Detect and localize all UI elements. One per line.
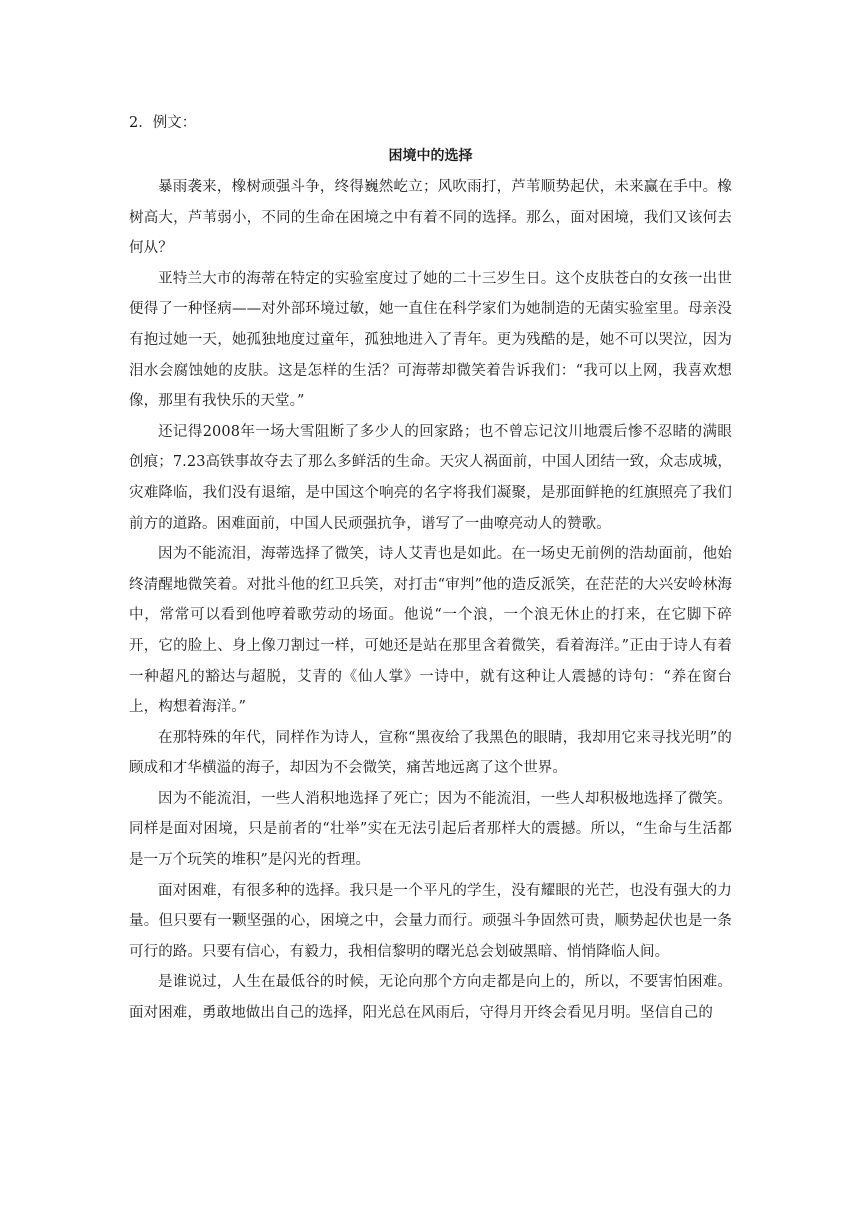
paragraph-1: 暴雨袭来，橡树顽强斗争，终得巍然屹立；风吹雨打，芦苇顺势起伏，未来赢在手中。橡树高大，芦苇弱小，不同的生命在困境之中有着不同的选择。那么，面对困境，我们又该何去何从？ (129, 179, 732, 257)
paragraph-5: 在那特殊的年代，同样作为诗人，宣称“黑夜给了我黑色的眼睛，我却用它来寻找光明”的顾成和才华横溢的海子，却因为不会微笑，痛苦地远离了这个世界。 (129, 729, 732, 777)
paragraph-6: 因为不能流泪，一些人消积地选择了死亡；因为不能流泪，一些人却积极地选择了微笑。同样是面对困境，只是前者的“壮举”实在无法引起后者那样大的震撼。所以，“生命与生活都是一万个玩笑的堆积”是闪光的哲理。 (129, 790, 732, 869)
paragraph-4: 因为不能流泪，海蒂选择了微笑，诗人艾青也是如此。在一场史无前例的浩劫面前，他始终清醒地微笑着。对批斗他的红卫兵笑，对打击“审判”他的造反派笑，在茫茫的大兴安岭林海中，常常可以看到他哼着歌劳动的场面。他说“一个浪，一个浪无休止的打来，在它脚下碎开，它的脸上、身上像刀割过一样，可她还是站在那里含着微笑，看着海洋。”正由于诗人有着一种超凡的豁达与超脱，艾青的《仙人掌》一诗中，就有这种让人震撼的诗句：“养在窗台上，构想着海洋。” (129, 546, 732, 716)
paragraph-3: 还记得2008年一场大雪阻断了多少人的回家路；也不曾忘记汶川地震后惨不忍睹的满眼创痕；7.23高铁事故夺去了那么多鲜活的生命。天灾人祸面前，中国人团结一致，众志成城，灾难降临，我们没有退缩，是中国这个响亮的名字将我们凝聚，是那面鲜艳的红旗照亮了我们前方的道路。困难面前，中国人民顽强抗争，谱写了一曲嘹亮动人的赞歌。 (129, 423, 732, 532)
paragraph-7: 面对困难，有很多种的选择。我只是一个平凡的学生，没有耀眼的光芒，也没有强大的力量。但只要有一颗坚强的心，困境之中，会量力而行。顽强斗争固然可贵，顺势起伏也是一条可行的路。只要有信心，有毅力，我相信黎明的曙光总会划破黑暗、悄悄降临人间。 (129, 882, 732, 960)
paragraph-2: 亚特兰大市的海蒂在特定的实验室度过了她的二十三岁生日。这个皮肤苍白的女孩一出世便得了一种怪病——对外部环境过敏，她一直住在科学家们为她制造的无菌实验室里。母亲没有抱过她一天，她孤独地度过童年，孤独地进入了青年。更为残酷的是，她不可以哭泣，因为泪水会腐蚀她的皮肤。这是怎样的生活？可海蒂却微笑着告诉我们：“我可以上网，我喜欢想像，那里有我快乐的天堂。” (129, 270, 732, 410)
paragraph-8: 是谁说过，人生在最低谷的时候，无论向那个方向走都是向上的，所以，不要害怕困难。面对困难，勇敢地做出自己的选择，阳光总在风雨后，守得月开终会看见月明。坚信自己的 (129, 974, 732, 1022)
essay-title: 困境中的选择 (388, 148, 473, 164)
document-body (129, 107, 732, 1029)
section-label: 2．例文： (129, 115, 197, 131)
